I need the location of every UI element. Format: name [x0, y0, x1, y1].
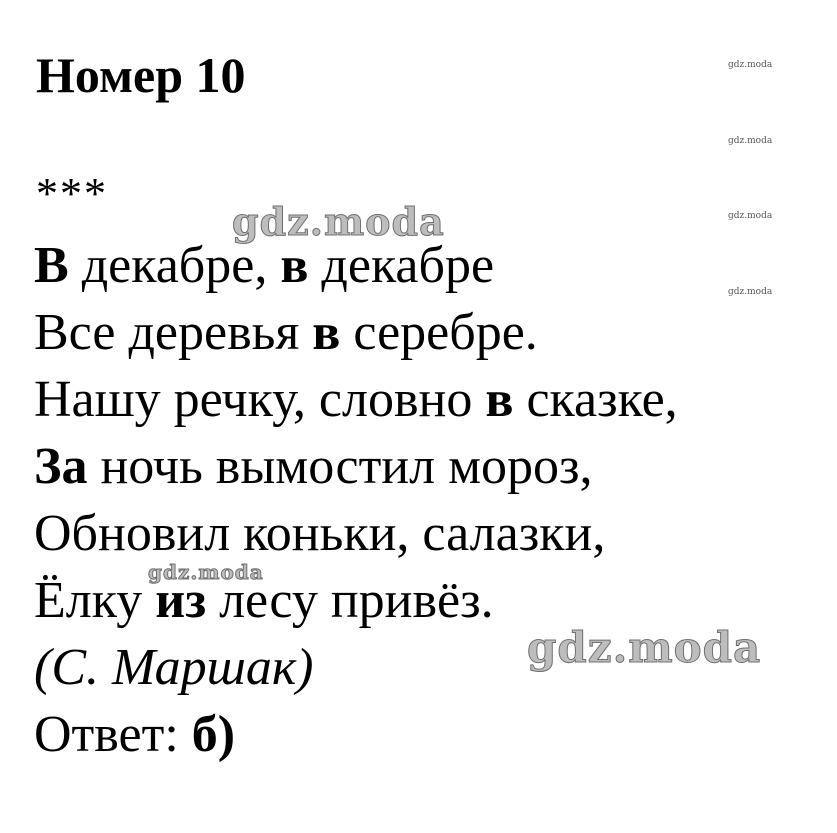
emphasized-word: в	[485, 371, 514, 428]
line-text: сказке,	[513, 371, 678, 428]
line-text: ночь вымостил мороз,	[87, 438, 593, 495]
watermark: gdz.moda	[728, 60, 773, 70]
line-text: Нашу речку, словно	[34, 371, 486, 428]
line-text: Обновил коньки, салазки,	[34, 505, 606, 562]
watermark: gdz.moda	[728, 287, 773, 297]
answer-label: Ответ:	[34, 706, 192, 763]
poem-line	[34, 366, 678, 433]
line-text: Ёлку	[34, 572, 156, 629]
emphasized-word: В	[34, 237, 69, 294]
poem-line	[34, 500, 678, 567]
emphasized-word: За	[34, 438, 88, 495]
line-text: декабре,	[68, 237, 281, 294]
emphasized-word: в	[280, 237, 309, 294]
answer	[34, 701, 235, 768]
watermark: gdz.moda	[232, 199, 445, 244]
watermark: gdz.moda	[527, 623, 762, 672]
poem-line	[34, 299, 678, 366]
page-title: Номер 10	[36, 47, 246, 103]
line-text: серебре.	[340, 304, 538, 361]
watermark: gdz.moda	[728, 211, 773, 221]
line-text: декабре	[308, 237, 495, 294]
emphasized-word: в	[312, 304, 341, 361]
answer-value: б)	[191, 706, 236, 763]
poem-line	[34, 433, 678, 500]
watermark: gdz.moda	[148, 560, 264, 584]
line-text: Все деревья	[34, 304, 313, 361]
poem-author: (С. Маршак)	[34, 639, 314, 696]
emphasized-word: из	[155, 572, 207, 629]
poem-separator: ***	[36, 169, 108, 218]
watermark: gdz.moda	[728, 136, 773, 146]
line-text: лесу привёз.	[206, 572, 494, 629]
poem	[34, 232, 678, 634]
